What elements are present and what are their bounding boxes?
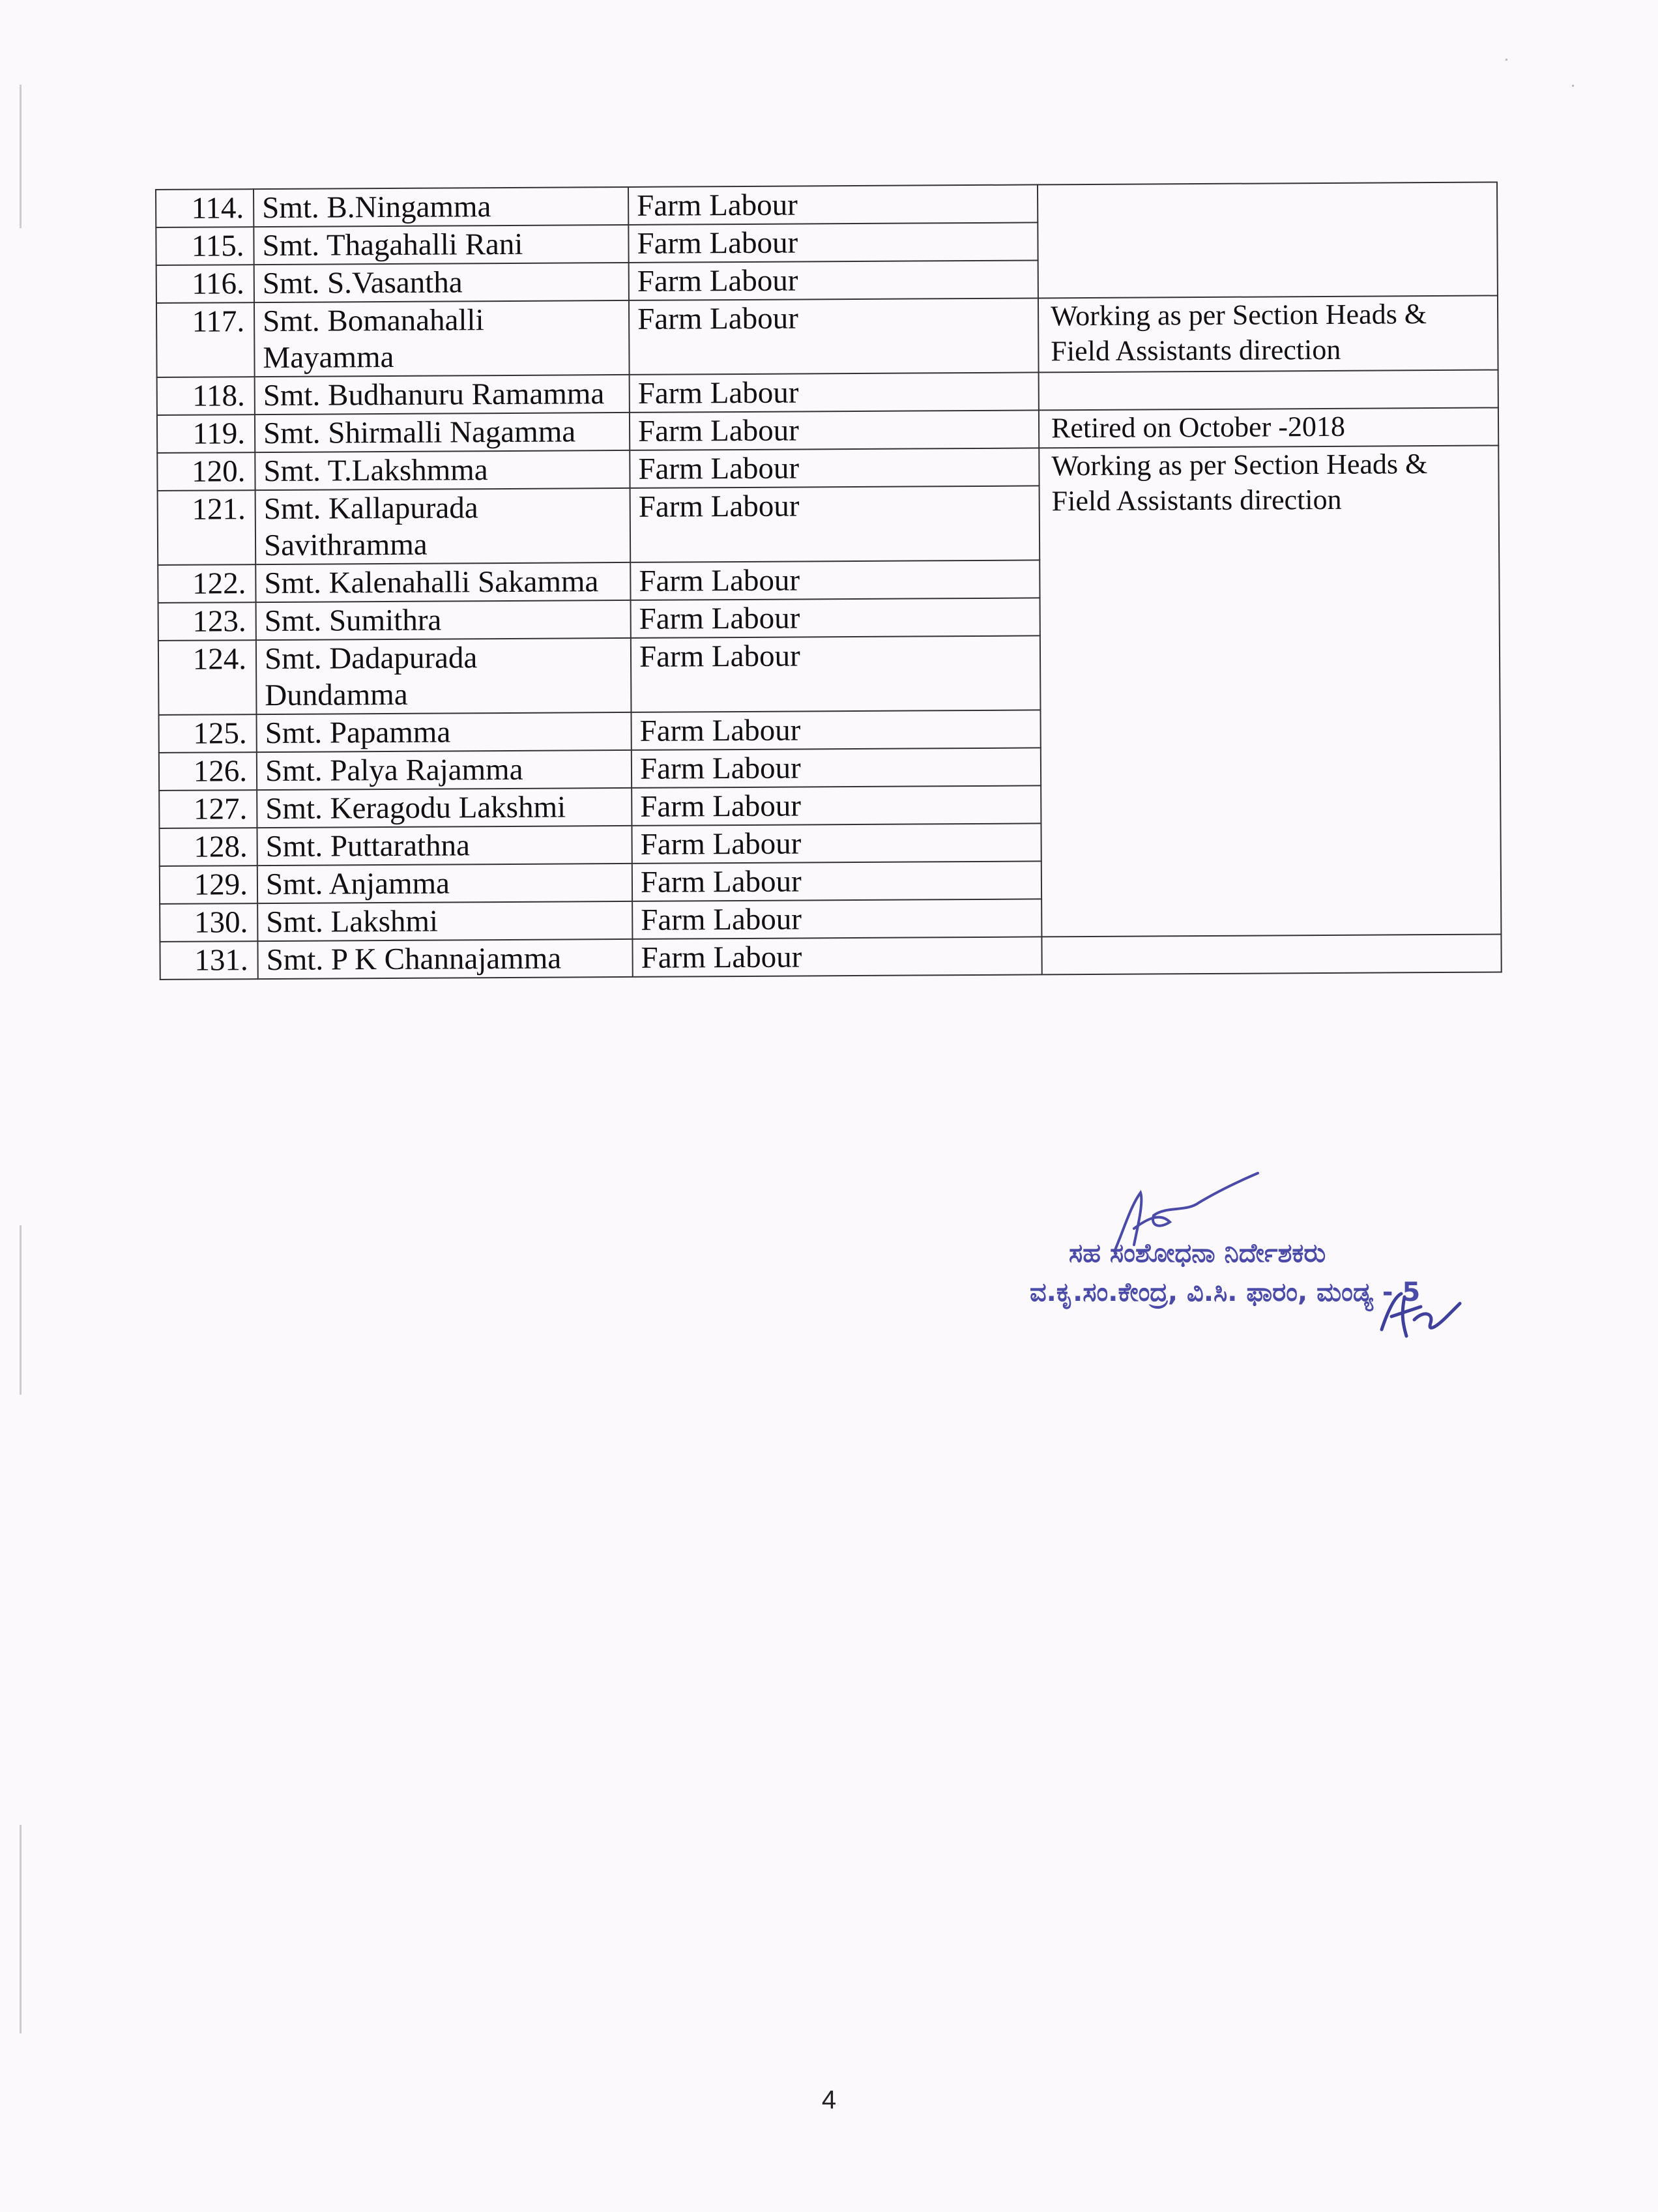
designation: Farm Labour xyxy=(632,937,1041,977)
employee-name: Smt. Lakshmi xyxy=(257,901,632,941)
designation: Farm Labour xyxy=(631,710,1040,750)
signature-initials xyxy=(1375,1284,1466,1343)
scan-speck xyxy=(1572,85,1574,87)
designation: Farm Labour xyxy=(632,823,1041,864)
employee-name: Smt. Papamma xyxy=(257,712,632,752)
serial-number: 126. xyxy=(159,752,257,791)
serial-number: 119. xyxy=(157,415,255,453)
employee-name: Smt. Sumithra xyxy=(256,600,631,640)
employee-name: Smt. Dadapurada Dundamma xyxy=(256,638,632,714)
designation: Farm Labour xyxy=(630,410,1039,450)
designation: Farm Labour xyxy=(632,748,1041,788)
employee-name: Smt. Palya Rajamma xyxy=(257,750,632,790)
serial-number: 130. xyxy=(160,903,257,942)
designation: Farm Labour xyxy=(628,184,1038,225)
employee-name: Smt. Budhanuru Ramamma xyxy=(255,375,630,415)
serial-number: 121. xyxy=(158,490,256,565)
stamp-address: ವ.ಕೃ.ಸಂ.ಕೇಂದ್ರ, ವಿ.ಸಿ. ಫಾರಂ, ಮಂಡ್ಯ - 5 xyxy=(1030,1277,1421,1307)
designation: Farm Labour xyxy=(630,560,1040,600)
serial-number: 118. xyxy=(157,377,255,415)
designation: Farm Labour xyxy=(630,448,1039,488)
remarks-cell: Working as per Section Heads & Field Assistants direction xyxy=(1039,445,1501,937)
employee-name: Smt. B.Ningamma xyxy=(254,187,628,227)
designation: Farm Labour xyxy=(631,635,1041,712)
employee-name: Smt. Bomanahalli Mayamma xyxy=(254,300,630,377)
employee-name: Smt. Kallapurada Savithramma xyxy=(255,488,631,564)
serial-number: 115. xyxy=(156,227,254,265)
table-row xyxy=(157,445,1498,490)
serial-number: 123. xyxy=(158,602,256,641)
remarks-cell-empty xyxy=(1041,934,1501,974)
scan-edge-mark xyxy=(20,1225,22,1395)
employee-name: Smt. S.Vasantha xyxy=(254,263,629,302)
designation: Farm Labour xyxy=(632,861,1041,901)
employee-name: Smt. P K Channajamma xyxy=(257,939,632,979)
table-row xyxy=(156,295,1498,377)
scan-speck xyxy=(1505,59,1507,61)
remarks-cell-empty xyxy=(1039,370,1498,410)
designation: Farm Labour xyxy=(628,222,1038,263)
designation: Farm Labour xyxy=(631,598,1040,638)
designation: Farm Labour xyxy=(629,260,1038,300)
employee-name: Smt. Anjamma xyxy=(257,864,632,903)
designation: Farm Labour xyxy=(629,298,1039,375)
employee-name: Smt. Thagahalli Rani xyxy=(254,225,628,265)
page-number: 4 xyxy=(821,2086,837,2114)
scan-edge-mark xyxy=(20,85,22,228)
serial-number: 125. xyxy=(159,714,257,753)
table-row xyxy=(160,934,1501,979)
serial-number: 129. xyxy=(160,866,257,904)
serial-number: 122. xyxy=(158,564,255,603)
designation: Farm Labour xyxy=(630,486,1040,562)
signature-stamp xyxy=(1023,1167,1492,1375)
serial-number: 124. xyxy=(158,640,257,715)
employee-name: Smt. Kalenahalli Sakamma xyxy=(255,562,630,602)
employee-name: Smt. Keragodu Lakshmi xyxy=(257,788,632,828)
staff-table xyxy=(155,181,1502,980)
remarks-cell: Working as per Section Heads & Field Assistants direction xyxy=(1038,295,1498,372)
employee-name: Smt. T.Lakshmma xyxy=(255,450,630,490)
remarks-cell-empty xyxy=(1038,182,1498,298)
serial-number: 117. xyxy=(156,302,255,377)
serial-number: 131. xyxy=(160,941,257,980)
designation: Farm Labour xyxy=(632,899,1041,939)
serial-number: 127. xyxy=(159,790,257,828)
scan-edge-mark xyxy=(20,1825,22,2033)
employee-name: Smt. Shirmalli Nagamma xyxy=(255,413,630,452)
employee-name: Smt. Puttarathna xyxy=(257,826,632,866)
remarks-cell: Retired on October -2018 xyxy=(1039,407,1498,448)
serial-number: 114. xyxy=(156,189,254,227)
table-row xyxy=(156,182,1497,227)
serial-number: 128. xyxy=(159,828,257,866)
serial-number: 116. xyxy=(156,265,254,303)
stamp-designation: ಸಹ ಸಂಶೋಧನಾ ನಿರ್ದೇಶಕರು xyxy=(1069,1238,1326,1268)
serial-number: 120. xyxy=(157,452,255,491)
designation: Farm Labour xyxy=(632,785,1041,826)
designation: Farm Labour xyxy=(630,372,1039,413)
